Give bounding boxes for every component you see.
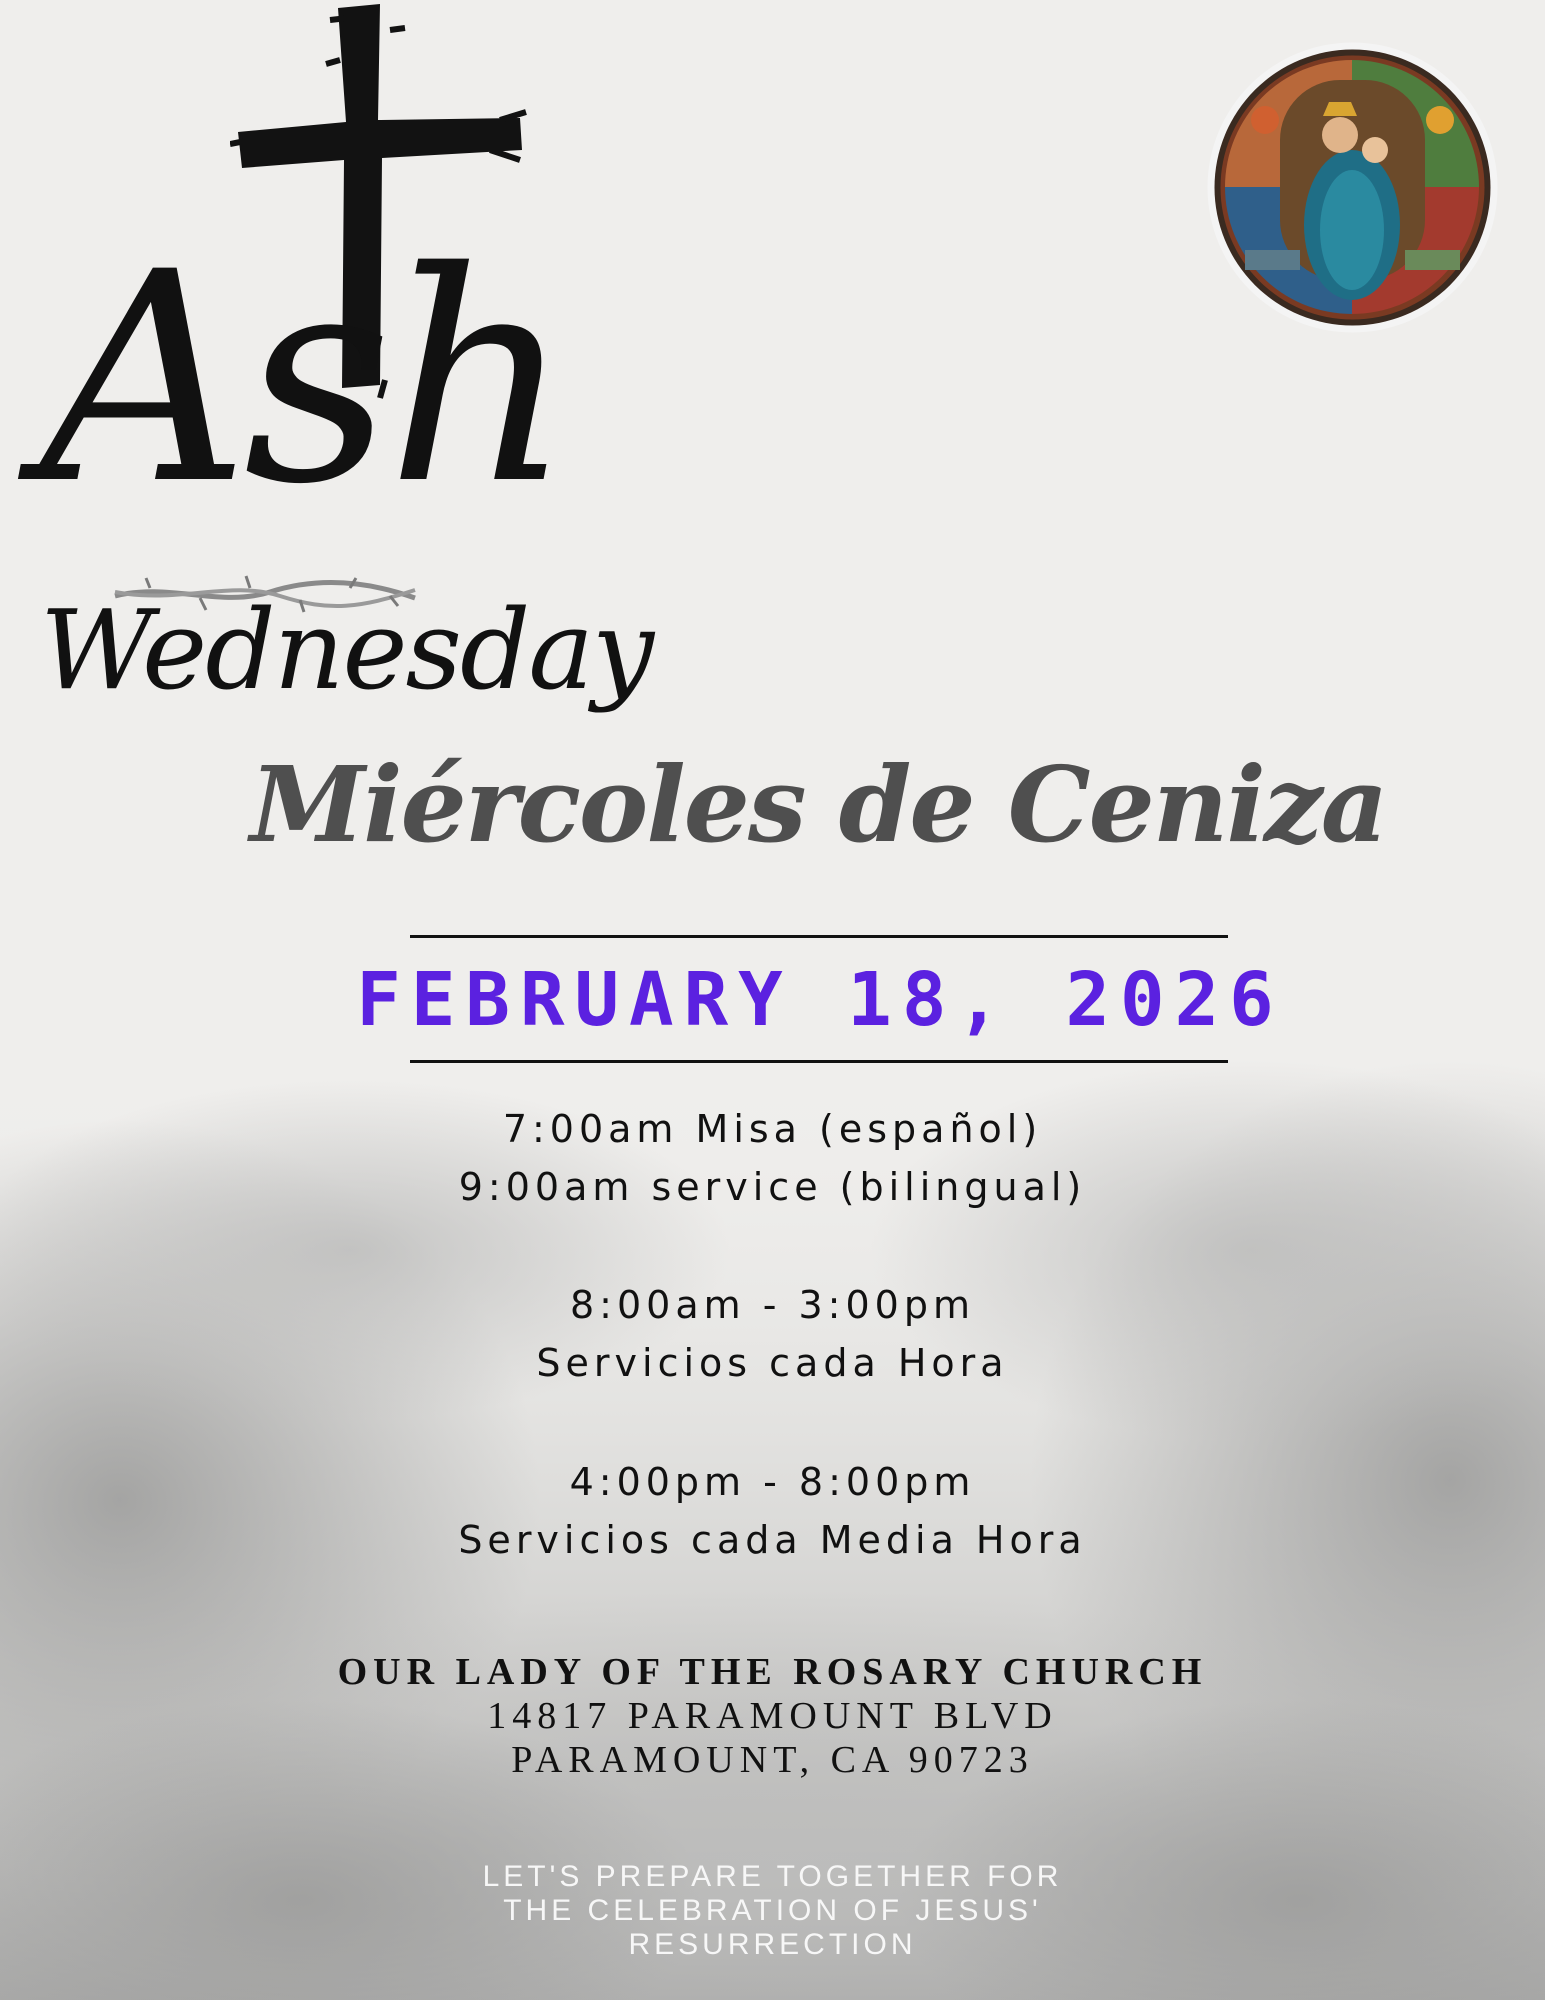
footer-line: LET'S PREPARE TOGETHER FOR xyxy=(482,1860,1063,1893)
schedule-block-2 xyxy=(300,1276,1245,1392)
church-city: PARAMOUNT, CA 90723 xyxy=(511,1739,1034,1781)
schedule-line: Servicios cada Media Hora xyxy=(458,1518,1087,1562)
schedule-block-3 xyxy=(300,1453,1245,1569)
ash-title: Ash xyxy=(40,211,568,548)
schedule-line: 7:00am Misa (español) xyxy=(502,1107,1043,1151)
schedule-line: 4:00pm - 8:00pm xyxy=(569,1460,976,1504)
church-street: 14817 PARAMOUNT BLVD xyxy=(487,1695,1058,1737)
bottom-divider xyxy=(410,1060,1228,1063)
footer-message xyxy=(300,1860,1245,1962)
stained-glass-seal-icon xyxy=(1205,40,1500,335)
church-name: OUR LADY OF THE ROSARY CHURCH xyxy=(337,1651,1208,1693)
event-date: FEBRUARY 18, 2026 xyxy=(356,957,1284,1043)
schedule-line: Servicios cada Hora xyxy=(536,1341,1009,1385)
top-divider xyxy=(410,935,1228,938)
church-address xyxy=(250,1650,1295,1782)
footer-line: RESURRECTION xyxy=(628,1928,917,1961)
schedule-line: 8:00am - 3:00pm xyxy=(570,1283,975,1327)
wednesday-title: Wednesday xyxy=(40,586,653,714)
schedule-line: 9:00am service (bilingual) xyxy=(458,1165,1087,1209)
spanish-title: Miércoles de Ceniza xyxy=(250,743,1387,866)
schedule-block-1 xyxy=(300,1100,1245,1216)
footer-line: THE CELEBRATION OF JESUS' xyxy=(503,1894,1042,1927)
